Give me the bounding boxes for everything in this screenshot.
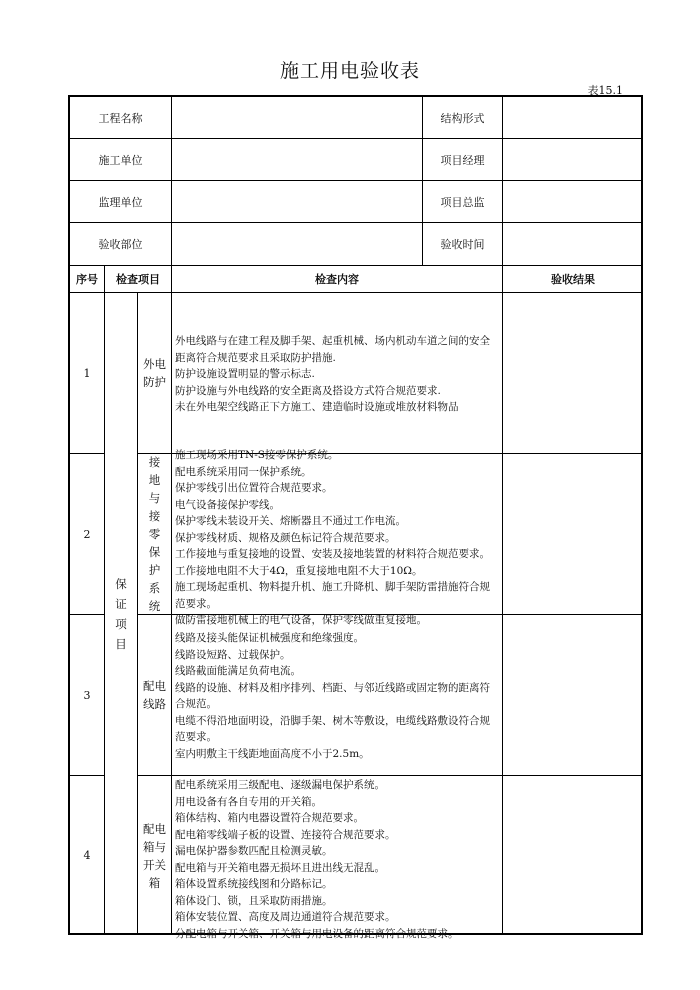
- header-item: 检查项目: [105, 266, 172, 293]
- category-label: 保证项目: [115, 576, 127, 651]
- check-line: 线路设短路、过载保护。: [175, 648, 291, 661]
- construction-unit-label: 施工单位: [70, 139, 172, 181]
- check-line: 漏电保护器参数匹配且检测灵敏。: [175, 845, 333, 857]
- acceptance-part-field[interactable]: [172, 223, 423, 266]
- check-line: 配电系统采用三级配电、逐级漏电保护系统。: [175, 779, 385, 791]
- check-line: 箱体结构、箱内电器设置符合规范要求。: [175, 812, 364, 824]
- row-4-result[interactable]: [503, 776, 643, 935]
- check-line: 施工现场采用TN-S接零保护系统。: [175, 449, 339, 461]
- check-line: 未在外电架空线路正下方施工、建造临时设施或堆放材料物品: [175, 401, 459, 413]
- chief-supervisor-field[interactable]: [503, 181, 643, 223]
- check-line: 外电线路与在建工程及脚手架、起重机械、场内机动车道之间的安全距离符合规范要求且采取防护措施.: [175, 335, 490, 364]
- page-title: 施工用电验收表: [279, 60, 420, 82]
- row-4-content: [172, 776, 503, 940]
- check-line: 配电系统采用同一保护系统。: [175, 465, 312, 478]
- acceptance-part-label: 验收部位: [70, 223, 172, 266]
- row-3-no: 3: [70, 615, 105, 776]
- check-line: 防护设施与外电线路的安全距离及搭设方式符合规范要求.: [175, 384, 441, 397]
- supervision-unit-label: 监理单位: [70, 181, 172, 223]
- check-line: 施工现场起重机、物料提升机、施工升降机、脚手架防雷措施符合规范要求。: [175, 581, 490, 610]
- acceptance-time-label: 验收时间: [423, 223, 503, 266]
- acceptance-time-field[interactable]: [503, 223, 643, 266]
- row-4-no: 4: [70, 776, 105, 935]
- check-line: 配电箱零线端子板的设置、连接符合规范要求。: [175, 828, 396, 841]
- check-line: 线路截面能满足负荷电流。: [175, 665, 301, 677]
- row-4-lines: [175, 777, 500, 942]
- row-3-lines: [175, 630, 500, 762]
- check-line: 线路及接头能保证机械强度和绝缘强度。: [175, 632, 364, 644]
- construction-unit-field[interactable]: [172, 139, 423, 181]
- project-manager-label: 项目经理: [423, 139, 503, 181]
- category-cell: [105, 293, 138, 935]
- check-line: 分配电箱与开关箱、开关箱与用电设备的距离符合规范要求。: [175, 927, 459, 940]
- row-2-result[interactable]: [503, 454, 643, 615]
- row-4-item: 配电箱与开关箱: [138, 776, 172, 935]
- check-line: 箱体设置系统接线图和分路标记。: [175, 878, 333, 890]
- check-line: 工作接地与重复接地的设置、安装及接地装置的材料符合规范要求。工作接地电阻不大于4Ω，重复接地电阻不大于10Ω。: [175, 548, 490, 577]
- row-1-result[interactable]: [503, 293, 643, 454]
- check-line: 做防雷接地机械上的电气设备，保护零线做重复接地。: [175, 614, 427, 626]
- check-line: 保护零线未装设开关、熔断器且不通过工作电流。: [175, 515, 406, 527]
- header-content: 检查内容: [172, 266, 503, 293]
- row-2-lines: [175, 447, 500, 629]
- row-1-content: [172, 293, 503, 454]
- header-result: 验收结果: [503, 266, 643, 293]
- check-line: 配电箱与开关箱电器无损坏且进出线无混乱。: [175, 861, 385, 874]
- project-name-label: 工程名称: [70, 97, 172, 139]
- chief-supervisor-label: 项目总监: [423, 181, 503, 223]
- supervision-unit-field[interactable]: [172, 181, 423, 223]
- check-line: 用电设备有各自专用的开关箱。: [175, 795, 322, 808]
- form-code: 表15.1: [587, 84, 623, 97]
- check-line: 保护零线引出位置符合规范要求。: [175, 482, 333, 494]
- row-2-content: [172, 449, 503, 626]
- row-1-item: 外电防护: [138, 293, 172, 454]
- check-line: 电气设备接保护零线。: [175, 498, 280, 511]
- row-1-lines: [175, 333, 500, 416]
- check-line: 箱体设门、锁，且采取防雨措施。: [175, 894, 333, 907]
- row-3-item: 配电线路: [138, 615, 172, 776]
- row-3-content: [172, 615, 503, 776]
- row-1-no: 1: [70, 293, 105, 454]
- structure-type-label: 结构形式: [423, 97, 503, 139]
- row-2-item: 接地与接零保护系统: [138, 454, 172, 615]
- header-no: 序号: [70, 266, 105, 293]
- acceptance-table: [68, 95, 643, 940]
- check-line: 保护零线材质、规格及颜色标记符合规范要求。: [175, 531, 396, 544]
- check-line: 电缆不得沿地面明设，沿脚手架、树木等敷设，电缆线路敷设符合规范要求。: [175, 714, 490, 743]
- check-line: 防护设施设置明显的警示标志.: [175, 368, 315, 380]
- project-name-field[interactable]: [172, 97, 423, 139]
- check-line: 室内明敷主干线距地面高度不小于2.5m。: [175, 747, 370, 760]
- project-manager-field[interactable]: [503, 139, 643, 181]
- check-line: 线路的设施、材料及相序排列、档距、与邻近线路或固定物的距离符合规范。: [175, 681, 490, 710]
- check-line: 箱体安装位置、高度及周边通道符合规范要求。: [175, 911, 396, 923]
- row-2-no: 2: [70, 454, 105, 615]
- structure-type-field[interactable]: [503, 97, 643, 139]
- row-3-result[interactable]: [503, 615, 643, 776]
